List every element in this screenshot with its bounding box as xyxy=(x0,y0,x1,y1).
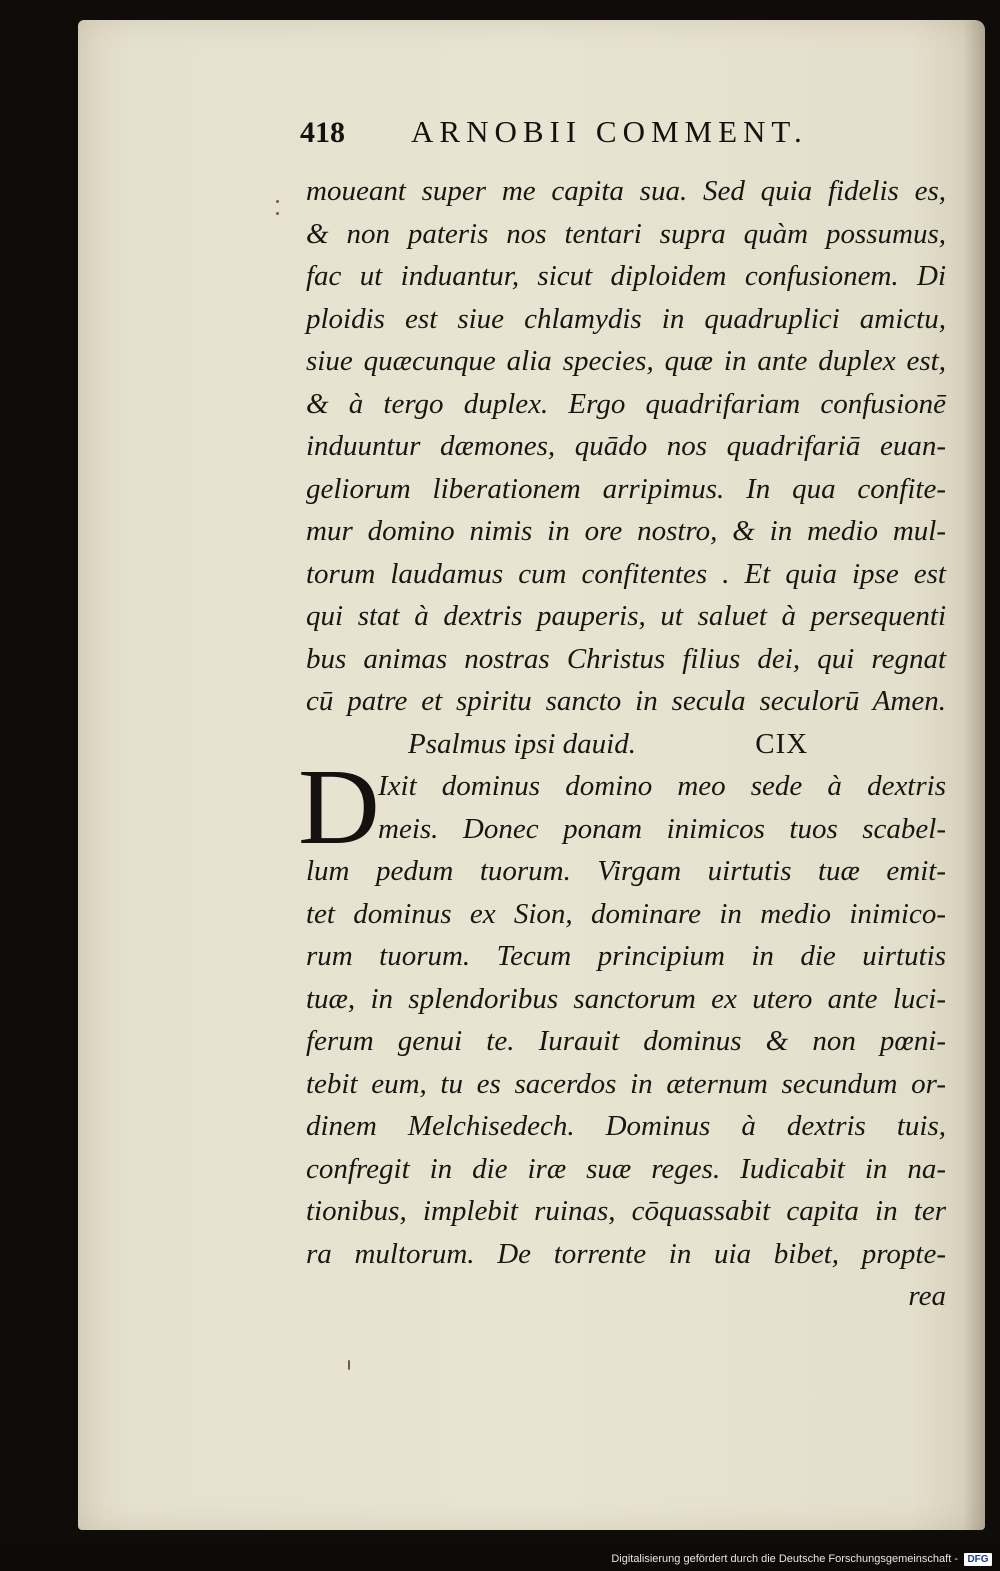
text-line: ferum genui te. Iurauit dominus & non pœni- xyxy=(306,1025,946,1057)
text-line: & non pateris nos tentari supra quàm possumus, xyxy=(306,217,946,250)
footer-bar xyxy=(0,1545,1000,1571)
text-line: ploidis est siue chlamydis in quadruplici amictu, xyxy=(306,302,946,335)
running-head: ARNOBII COMMENT. xyxy=(411,114,808,149)
text-line: Ixit dominus domino meo sede à dextris xyxy=(378,770,946,802)
text-line: tebit eum, tu es sacerdos in æternum secundum or- xyxy=(306,1067,946,1100)
text-line: lum pedum tuorum. Virgam uirtutis tuæ emit- xyxy=(306,855,946,887)
text-line: induuntur dæmones, quādo nos quadrifariā euan- xyxy=(306,430,946,462)
page-header xyxy=(78,108,985,158)
text-line: & à tergo duplex. Ergo quadrifariam confusionē xyxy=(306,387,946,420)
text-line: confregit in die iræ suæ reges. Iudicabit in na- xyxy=(306,1152,946,1185)
text-line: moueant super me capita sua. Sed quia fidelis es, xyxy=(306,175,946,207)
dfg-logo: DFG xyxy=(964,1553,992,1566)
drop-cap-initial: D xyxy=(298,748,380,867)
text-line: tuæ, in splendoribus sanctorum ex utero ante luci- xyxy=(306,982,946,1015)
text-line: ra multorum. De torrente in uia bibet, propte- xyxy=(306,1237,946,1270)
funding-credit: Digitalisierung gefördert durch die Deutsche Forschungsgemeinschaft - xyxy=(611,1553,958,1565)
psalm-number: CIX xyxy=(755,727,809,760)
text-line: cū patre et spiritu sancto in secula seculorū Amen. xyxy=(306,685,946,717)
psalm-heading xyxy=(306,723,946,766)
psalm-title: Psalmus ipsi dauid. xyxy=(408,727,636,760)
psalm-opening xyxy=(298,748,946,867)
text-line: qui stat à dextris pauperis, ut saluet à persequenti xyxy=(306,600,946,632)
book-page xyxy=(78,20,985,1530)
text-line: rum tuorum. Tecum principium in die uirtutis xyxy=(306,940,946,972)
text-line: siue quæcunque alia species, quæ in ante duplex est, xyxy=(306,345,946,377)
paper-speck xyxy=(348,1360,350,1370)
text-line: bus animas nostras Christus filius dei, qui regnat xyxy=(306,642,946,675)
text-line: torum laudamus cum confitentes . Et quia ipse est xyxy=(306,557,946,590)
page-number: 418 xyxy=(300,116,345,149)
text-line: tet dominus ex Sion, dominare in medio inimico- xyxy=(306,897,946,930)
text-line: meis. Donec ponam inimicos tuos scabel- xyxy=(378,812,946,845)
page-edge-shading xyxy=(963,20,985,1530)
catchword: rea xyxy=(908,1280,946,1312)
text-line: tionibus, implebit ruinas, cōquassabit capita in ter xyxy=(306,1195,946,1227)
text-line: dinem Melchisedech. Dominus à dextris tuis, xyxy=(306,1110,946,1142)
paper-speck xyxy=(276,212,279,215)
text-block xyxy=(298,170,946,1318)
text-line: mur domino nimis in ore nostro, & in medio mul- xyxy=(306,515,946,547)
text-line: fac ut induantur, sicut diploidem confusionem. Di xyxy=(306,260,946,292)
text-line: geliorum liberationem arripimus. In qua confite- xyxy=(306,472,946,505)
paper-speck xyxy=(276,200,279,203)
